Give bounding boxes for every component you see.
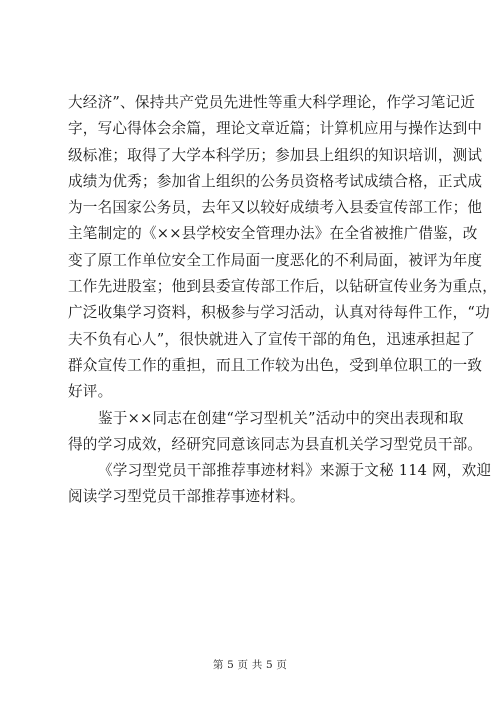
document-body [68, 90, 498, 511]
text-line: 工作先进股室；他到县委宣传部工作后，以钻研宣传业务为重点， [68, 278, 498, 296]
text-line: 夫不负有心人”，很快就进入了宣传干部的角色，迅速承担起了 [68, 330, 476, 348]
text-line: 大经济”、保持共产党员先进性等重大科学理论，作学习笔记近 [68, 94, 476, 111]
paragraph-start-line: 鉴于××同志在创建“学习型机关”活动中的突出表现和取 [98, 409, 464, 427]
text-line: 主笔制定的《××县学校安全管理办法》在全省被推广借鉴，改 [68, 225, 478, 243]
text-line: 广泛收集学习资料，积极参与学习活动，认真对待每件工作，“功 [68, 304, 490, 322]
paragraph-start-line: 《学习型党员干部推荐事迹材料》来源于文秘 114 网，欢迎 [98, 462, 492, 480]
text-line: 字，写心得体会余篇，理论文章近篇；计算机应用与操作达到中 [68, 120, 483, 138]
text-line: 成绩为优秀；参加省上组织的公务员资格考试成绩合格，正式成 [68, 172, 483, 190]
text-line: 阅读学习型党员干部推荐事迹材料。 [68, 488, 305, 506]
text-line: 得的学习成效，经研究同意该同志为县直机关学习型党员干部。 [68, 435, 483, 453]
text-line: 级标准；取得了大学本科学历；参加县上组织的知识培训，测试 [68, 146, 483, 164]
text-line: 群众宣传工作的重担，而且工作较为出色，受到单位职工的一致 [68, 356, 483, 374]
text-line: 好评。 [68, 383, 113, 401]
text-line: 变了原工作单位安全工作局面一度恶化的不利局面，被评为年度 [68, 251, 483, 269]
page-number-footer: 第 5 页 共 5 页 [212, 659, 288, 671]
text-line: 为一名国家公务员，去年又以较好成绩考入县委宣传部工作；他 [68, 199, 483, 217]
